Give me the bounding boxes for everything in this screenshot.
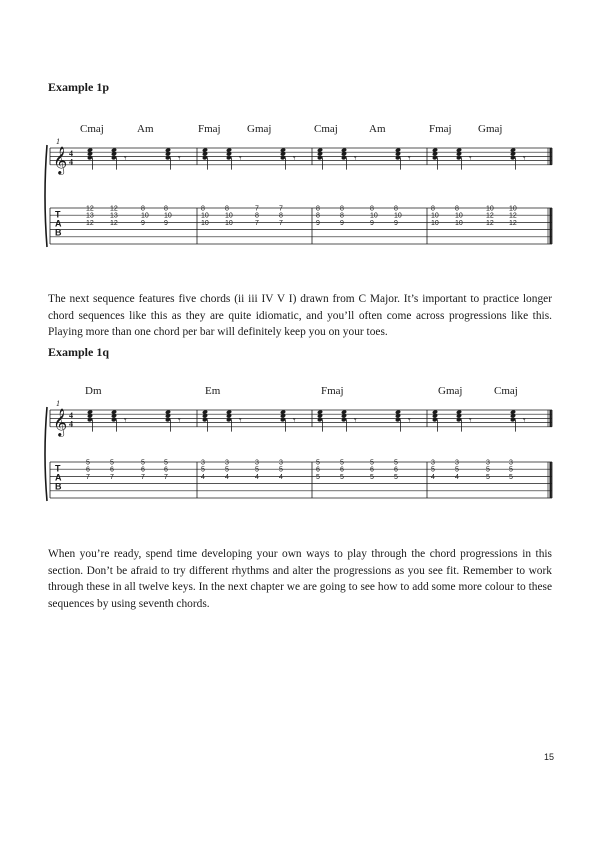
tab-fret-number: 5	[141, 459, 145, 467]
tab-fret-number: 8	[455, 205, 459, 213]
chord-symbol: Em	[205, 385, 221, 397]
tab-fret-number: 3	[486, 459, 490, 467]
tab-fret-number: 4	[455, 473, 459, 481]
tab-fret-number: 12	[509, 212, 517, 220]
tab-fret-number: 12	[486, 219, 494, 227]
chord-symbol: Fmaj	[198, 123, 221, 135]
tab-fret-number: 10	[394, 212, 402, 220]
tab-fret-number: 8	[431, 205, 435, 213]
tab-fret-number: 8	[340, 212, 344, 220]
paragraph-2: When you’re ready, spend time developing your own ways to play through the chord progressions in this section. Don’t be afraid to try different rhythms and alter the progressions as you see fit. Remember to work through these in all twelve keys. In the next chapter we are going to see how to add some more colour to these sequences by using seventh chords.	[48, 548, 552, 610]
eighth-rest-icon: 𝄾	[408, 415, 411, 427]
tab-fret-number: 4	[431, 473, 435, 481]
tab-fret-number: 13	[86, 212, 94, 220]
chord-symbol: Gmaj	[438, 385, 463, 397]
tab-fret-number: 7	[279, 205, 283, 213]
tab-fret-number: 7	[86, 473, 90, 481]
chord-symbol: Am	[369, 123, 386, 135]
tab-clef-letter: T	[55, 209, 61, 220]
eighth-rest-icon: 𝄾	[354, 415, 357, 427]
chord-symbol: Gmaj	[247, 123, 272, 135]
tab-fret-number: 12	[110, 205, 118, 213]
chord-symbol: Dm	[85, 385, 102, 397]
tab-fret-number: 7	[164, 473, 168, 481]
treble-clef-icon: 𝄞	[53, 145, 68, 174]
tab-fret-number: 7	[110, 473, 114, 481]
eighth-rest-icon: 𝄾	[523, 153, 526, 165]
tab-fret-number: 7	[279, 219, 283, 227]
tab-fret-number: 3	[431, 459, 435, 467]
tab-fret-number: 3	[255, 459, 259, 467]
eighth-rest-icon: 𝄾	[469, 153, 472, 165]
tab-fret-number: 10	[201, 212, 209, 220]
tab-fret-number: 10	[455, 212, 463, 220]
tab-fret-number: 7	[255, 219, 259, 227]
tab-fret-number: 5	[279, 466, 283, 474]
tab-fret-number: 3	[201, 459, 205, 467]
tab-fret-number: 10	[486, 205, 494, 213]
tab-fret-number: 6	[86, 466, 90, 474]
eighth-rest-icon: 𝄾	[354, 153, 357, 165]
tab-fret-number: 8	[164, 205, 168, 213]
tab-clef-letter: B	[55, 227, 62, 238]
tab-fret-number: 5	[394, 459, 398, 467]
eighth-rest-icon: 𝄾	[239, 415, 242, 427]
tab-fret-number: 5	[340, 459, 344, 467]
tab-fret-number: 8	[394, 205, 398, 213]
tab-clef-letter: A	[55, 472, 62, 483]
chord-symbol: Am	[137, 123, 154, 135]
chord-symbol: Fmaj	[429, 123, 452, 135]
tab-fret-number: 5	[509, 473, 513, 481]
chord-symbol: Cmaj	[80, 123, 104, 135]
tab-clef-letter: T	[55, 463, 61, 474]
tab-fret-number: 5	[486, 473, 490, 481]
tab-fret-number: 5	[110, 459, 114, 467]
system-bracket	[45, 145, 47, 247]
time-signature-top: 4	[69, 410, 73, 420]
eighth-rest-icon: 𝄾	[293, 415, 296, 427]
tab-fret-number: 9	[316, 219, 320, 227]
measure-number: 1	[56, 399, 60, 408]
tab-fret-number: 7	[255, 205, 259, 213]
chord-symbol: Gmaj	[478, 123, 503, 135]
tab-fret-number: 10	[431, 212, 439, 220]
tab-fret-number: 5	[370, 473, 374, 481]
tab-fret-number: 8	[316, 205, 320, 213]
page-number: 15	[544, 752, 555, 762]
eighth-rest-icon: 𝄾	[239, 153, 242, 165]
tab-clef-letter: B	[55, 481, 62, 492]
tab-fret-number: 5	[164, 459, 168, 467]
tab-fret-number: 6	[316, 466, 320, 474]
tab-fret-number: 9	[164, 219, 168, 227]
tab-fret-number: 7	[141, 473, 145, 481]
tab-fret-number: 10	[431, 219, 439, 227]
tab-fret-number: 5	[316, 459, 320, 467]
tab-fret-number: 8	[201, 205, 205, 213]
tab-fret-number: 4	[279, 473, 283, 481]
tab-fret-number: 12	[86, 205, 94, 213]
tab-fret-number: 10	[201, 219, 209, 227]
chord-symbol: Cmaj	[314, 123, 338, 135]
tab-fret-number: 8	[141, 205, 145, 213]
example-1q-notation	[0, 380, 600, 510]
example-1q-heading: Example 1q	[48, 345, 110, 359]
tab-fret-number: 9	[370, 219, 374, 227]
tab-fret-number: 10	[370, 212, 378, 220]
tab-fret-number: 5	[370, 459, 374, 467]
tab-fret-number: 4	[255, 473, 259, 481]
tab-fret-number: 4	[201, 473, 205, 481]
tab-fret-number: 6	[370, 466, 374, 474]
tab-fret-number: 8	[255, 212, 259, 220]
eighth-rest-icon: 𝄾	[178, 415, 181, 427]
tab-fret-number: 12	[110, 219, 118, 227]
tab-fret-number: 5	[340, 473, 344, 481]
tab-fret-number: 12	[86, 219, 94, 227]
measure-number: 1	[56, 137, 60, 146]
tab-fret-number: 5	[455, 466, 459, 474]
tab-fret-number: 12	[509, 219, 517, 227]
time-signature-bottom: 4	[69, 419, 73, 429]
tab-fret-number: 8	[225, 205, 229, 213]
tab-fret-number: 8	[370, 205, 374, 213]
chord-symbol: Cmaj	[494, 385, 518, 397]
tab-fret-number: 10	[455, 219, 463, 227]
tab-fret-number: 13	[110, 212, 118, 220]
tab-fret-number: 8	[316, 212, 320, 220]
tab-fret-number: 3	[279, 459, 283, 467]
example-1p-notation	[0, 118, 600, 258]
system-bracket	[45, 407, 47, 501]
eighth-rest-icon: 𝄾	[178, 153, 181, 165]
eighth-rest-icon: 𝄾	[124, 153, 127, 165]
tab-fret-number: 3	[455, 459, 459, 467]
time-signature-bottom: 4	[69, 157, 73, 167]
tab-fret-number: 10	[509, 205, 517, 213]
tab-fret-number: 5	[394, 473, 398, 481]
tab-fret-number: 10	[225, 212, 233, 220]
tab-fret-number: 6	[141, 466, 145, 474]
tab-fret-number: 3	[509, 459, 513, 467]
tab-fret-number: 10	[225, 219, 233, 227]
tab-fret-number: 10	[164, 212, 172, 220]
tab-fret-number: 6	[340, 466, 344, 474]
treble-clef-icon: 𝄞	[53, 407, 68, 436]
tab-fret-number: 6	[164, 466, 168, 474]
eighth-rest-icon: 𝄾	[293, 153, 296, 165]
tab-fret-number: 9	[394, 219, 398, 227]
tab-fret-number: 6	[394, 466, 398, 474]
tab-fret-number: 5	[431, 466, 435, 474]
tab-fret-number: 3	[225, 459, 229, 467]
tab-fret-number: 5	[486, 466, 490, 474]
eighth-rest-icon: 𝄾	[124, 415, 127, 427]
time-signature-top: 4	[69, 148, 73, 158]
eighth-rest-icon: 𝄾	[469, 415, 472, 427]
tab-fret-number: 6	[110, 466, 114, 474]
tab-fret-number: 5	[316, 473, 320, 481]
paragraph-1: The next sequence features five chords (ii iii IV V I) drawn from C Major. It’s important to practice longer chord sequences like this as they are quite idiomatic, and you’ll often come across progressions like this. Playing more than one chord per bar will definitely keep you on your toes.	[48, 293, 552, 338]
tab-fret-number: 4	[225, 473, 229, 481]
tab-fret-number: 5	[509, 466, 513, 474]
tab-fret-number: 8	[340, 205, 344, 213]
eighth-rest-icon: 𝄾	[408, 153, 411, 165]
tab-fret-number: 9	[141, 219, 145, 227]
tab-fret-number: 5	[201, 466, 205, 474]
tab-fret-number: 8	[279, 212, 283, 220]
chord-symbol: Fmaj	[321, 385, 344, 397]
tab-clef-letter: A	[55, 218, 62, 229]
example-1p-heading: Example 1p	[48, 80, 110, 94]
tab-fret-number: 5	[86, 459, 90, 467]
tab-fret-number: 10	[141, 212, 149, 220]
eighth-rest-icon: 𝄾	[523, 415, 526, 427]
tab-fret-number: 9	[340, 219, 344, 227]
tab-fret-number: 5	[255, 466, 259, 474]
tab-fret-number: 12	[486, 212, 494, 220]
tab-fret-number: 5	[225, 466, 229, 474]
